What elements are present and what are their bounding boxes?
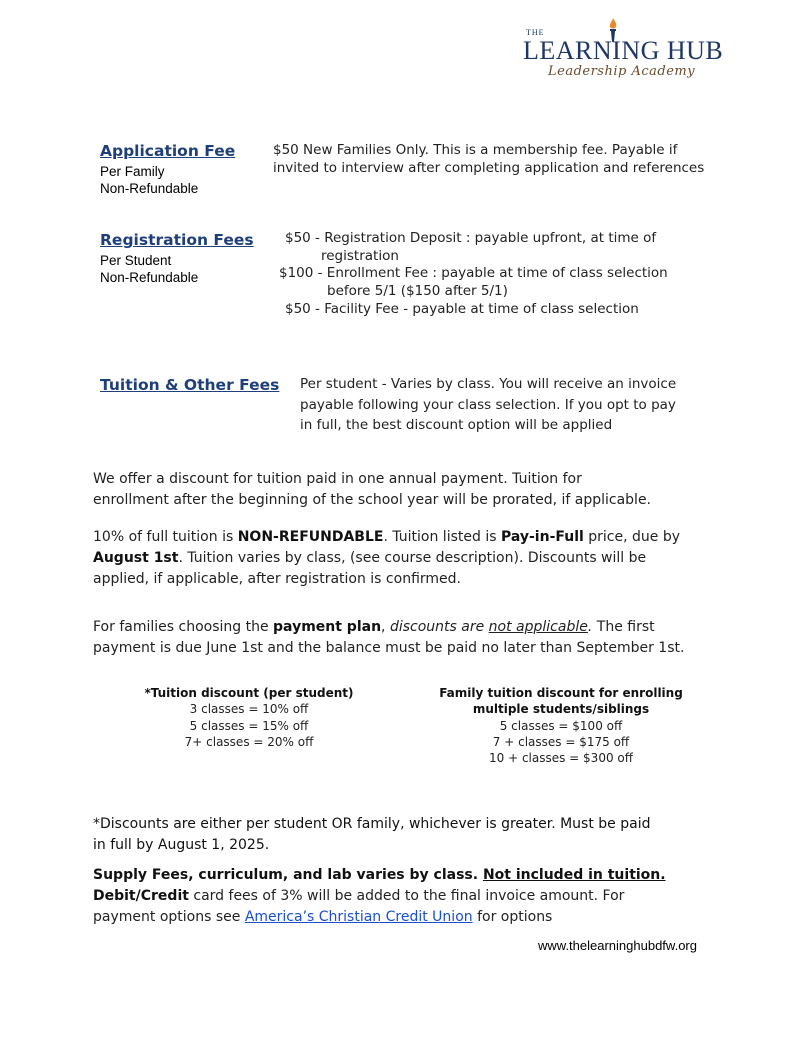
family-discount-item: 10 + classes = $300 off	[488, 751, 634, 766]
logo-title: LEARNING HUB	[523, 36, 724, 65]
discount-note	[93, 814, 723, 856]
enrollment-fee-line: $100 - Enrollment Fee : payable at time of class selection	[279, 265, 668, 281]
non-refundable-text: NON-REFUNDABLE	[237, 529, 384, 545]
application-fee-title: Application Fee	[100, 142, 236, 160]
facility-fee-line: $50 - Facility Fee - payable at time of class selection	[285, 301, 639, 317]
student-discount-item: 5 classes = 15% off	[189, 718, 309, 733]
tuition-line3: in full, the best discount option will be applied	[300, 417, 613, 433]
student-discount-head: *Tuition discount (per student)	[144, 686, 354, 700]
registration-fees-sub2: Non-Refundable	[100, 270, 199, 285]
refund-line2: August 1st. Tuition varies by class, (see course description). Discounts will be	[93, 550, 647, 566]
not-applicable-text: not applicable	[488, 619, 588, 635]
student-discount-table	[128, 685, 370, 750]
family-discount-head2: multiple students/siblings	[472, 702, 650, 717]
registration-fees-title: Registration Fees	[100, 231, 254, 249]
family-discount-item: 7 + classes = $175 off	[492, 734, 630, 749]
student-discount-item: 7+ classes = 20% off	[184, 734, 314, 749]
discount-note-line2: in full by August 1, 2025.	[93, 837, 270, 853]
registration-deposit-line-cont: registration	[321, 248, 399, 264]
credit-union-link[interactable]: America’s Christian Credit Union	[244, 909, 473, 925]
enrollment-fee-line-cont: before 5/1 ($150 after 5/1)	[327, 283, 508, 299]
tuition-line2: payable following your class selection. If you opt to pay	[300, 397, 676, 413]
refund-line3: applied, if applicable, after registration is confirmed.	[93, 571, 461, 587]
not-included-text: Not included in tuition.	[482, 867, 666, 883]
payment-plan-paragraph	[93, 617, 723, 659]
application-fee-sub2: Non-Refundable	[100, 181, 199, 196]
family-discount-head1: Family tuition discount for enrolling	[439, 686, 683, 700]
discount-note-line1: *Discounts are either per student OR family, whichever is greater. Must be paid	[93, 816, 651, 832]
annual-line2: enrollment after the beginning of the school year will be prorated, if applicable.	[93, 492, 652, 508]
plan-line2: payment is due June 1st and the balance must be paid no later than September 1st.	[93, 640, 685, 656]
debit-credit-text: Debit/Credit	[93, 888, 189, 904]
logo-subtitle: Leadership Academy	[548, 64, 696, 79]
card-fee-line: Debit/Credit card fees of 3% will be added to the final invoice amount. For	[93, 888, 625, 904]
august-first-text: August 1st	[93, 550, 179, 566]
logo	[520, 18, 724, 93]
registration-fees-sub1: Per Student	[100, 253, 172, 268]
tuition-line1: Per student - Varies by class. You will receive an invoice	[300, 376, 677, 392]
plan-line1: For families choosing the payment plan, discounts are not applicable. The first	[93, 619, 655, 635]
application-fee-sub1: Per Family	[100, 164, 165, 179]
logo-the: THE	[526, 28, 545, 37]
refund-line1: 10% of full tuition is NON-REFUNDABLE. Tuition listed is Pay-in-Full price, due by	[93, 529, 681, 545]
application-fee-desc: $50 New Families Only. This is a membership fee. Payable if invited to interview after completing application and references	[273, 142, 705, 176]
registration-deposit-line: $50 - Registration Deposit : payable upfront, at time of	[285, 230, 657, 246]
supply-card-note	[93, 865, 723, 928]
payment-plan-text: payment plan	[273, 619, 382, 635]
supply-line: Supply Fees, curriculum, and lab varies by class. Not included in tuition.	[93, 867, 666, 883]
family-discount-item: 5 classes = $100 off	[499, 718, 623, 733]
payment-options-line: payment options see America’s Christian Credit Union for options	[93, 909, 553, 925]
refund-paragraph	[93, 527, 723, 590]
tuition-fees-title: Tuition & Other Fees	[100, 376, 280, 394]
pay-in-full-text: Pay-in-Full	[500, 529, 584, 545]
family-discount-table	[420, 685, 702, 766]
footer-url: www.thelearninghubdfw.org	[538, 938, 697, 953]
student-discount-item: 3 classes = 10% off	[189, 702, 309, 717]
annual-line1: We offer a discount for tuition paid in one annual payment. Tuition for	[93, 471, 582, 487]
annual-discount-paragraph	[93, 469, 723, 511]
